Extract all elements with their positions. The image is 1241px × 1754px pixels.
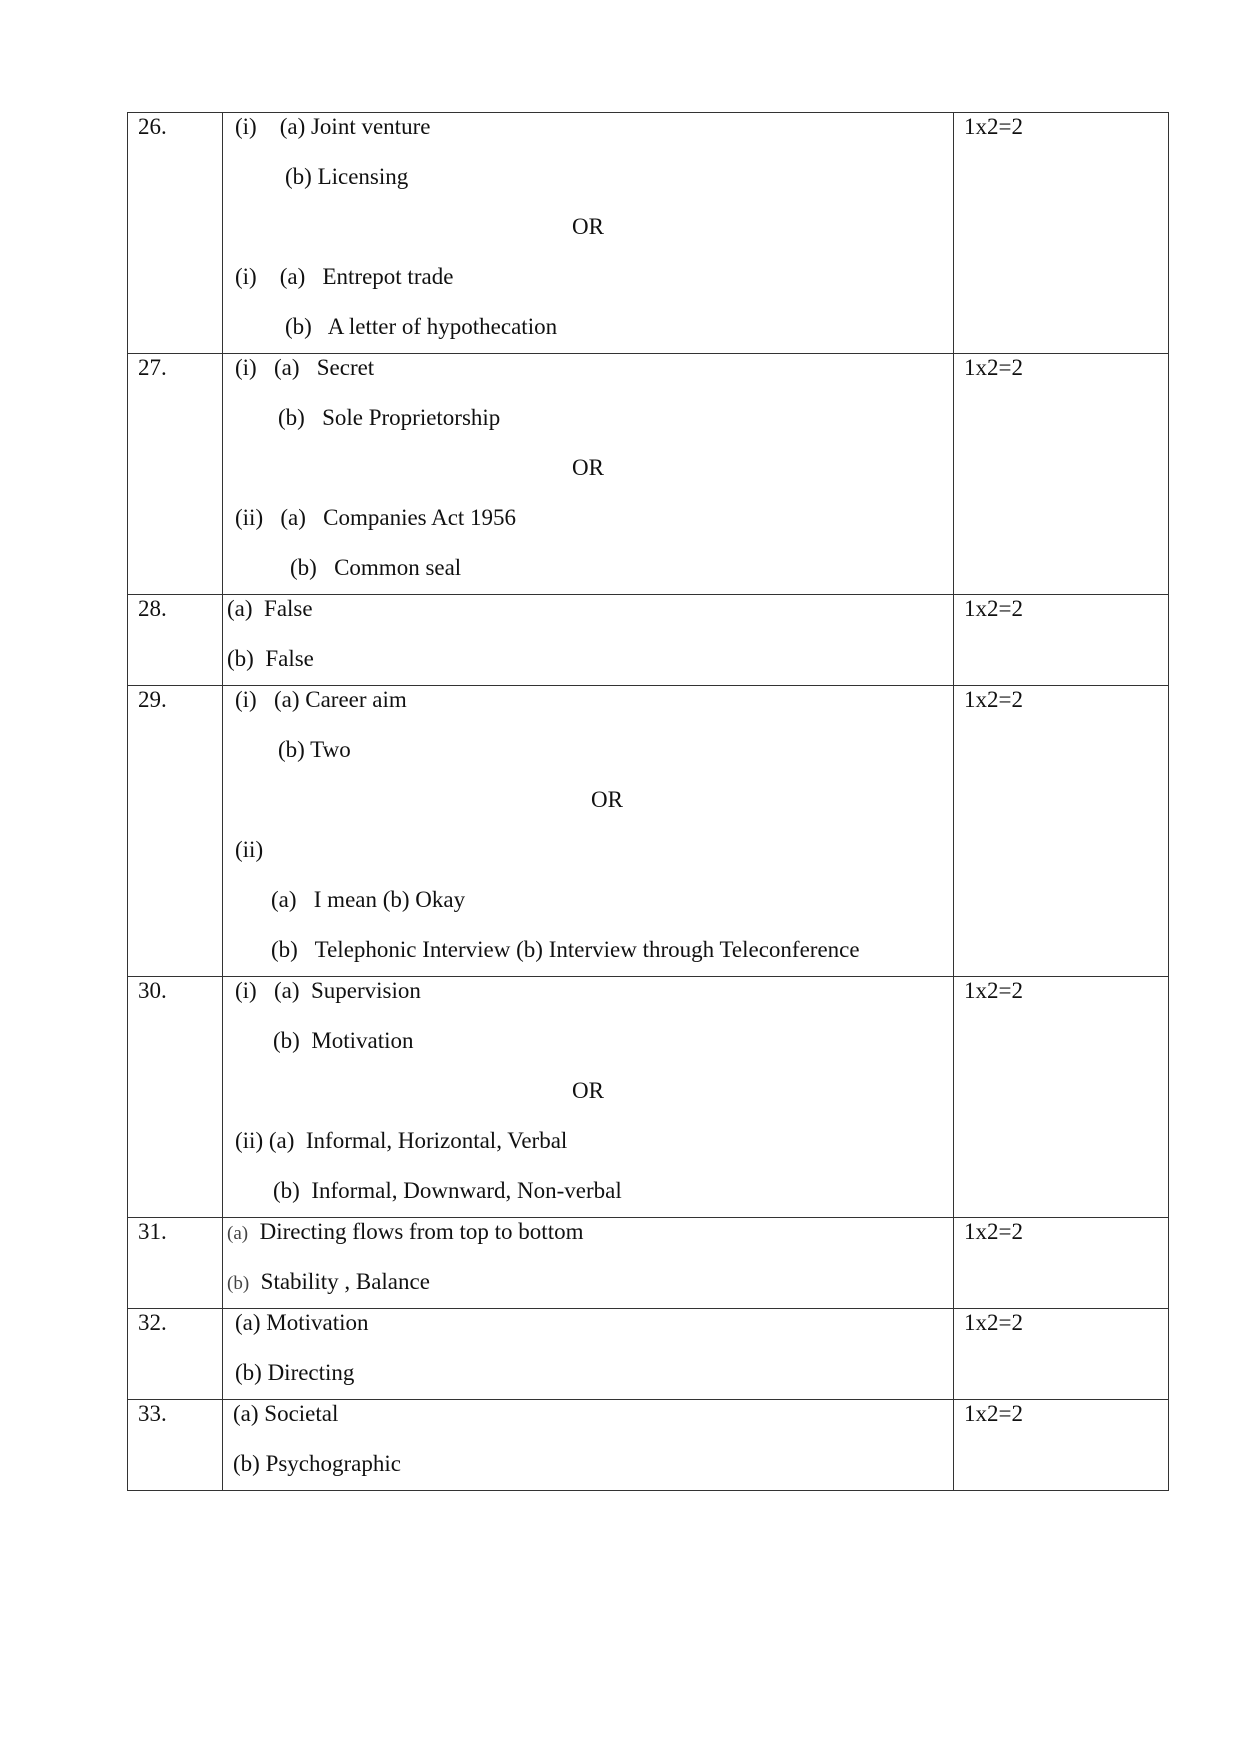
answer-line: (a) Directing flows from top to bottom xyxy=(227,1219,584,1244)
answer-cell xyxy=(223,686,954,977)
question-number-cell xyxy=(128,686,223,977)
marks-value: 1x2=2 xyxy=(964,596,1023,621)
answer-row xyxy=(128,113,1169,354)
or-separator: OR xyxy=(572,214,604,239)
answer-line: (ii) (a) Companies Act 1956 xyxy=(235,505,517,530)
marks-cell xyxy=(954,1400,1169,1491)
marks-value: 1x2=2 xyxy=(964,687,1023,712)
answer-key-body xyxy=(128,113,1169,1491)
question-number-cell xyxy=(128,977,223,1218)
answer-line: (b) Directing xyxy=(235,1360,355,1385)
question-number-cell xyxy=(128,1218,223,1309)
answer-line: (b) Common seal xyxy=(290,555,462,580)
question-number-cell xyxy=(128,354,223,595)
answer-line: (i) (a) Career aim xyxy=(235,687,407,712)
marks-cell xyxy=(954,113,1169,354)
answer-line: (ii) xyxy=(235,837,264,862)
question-number: 32. xyxy=(138,1310,167,1335)
answer-line: (i) (a) Secret xyxy=(235,355,375,380)
answer-row xyxy=(128,1218,1169,1309)
answer-row xyxy=(128,354,1169,595)
question-number: 28. xyxy=(138,596,167,621)
question-number: 29. xyxy=(138,687,167,712)
marks-value: 1x2=2 xyxy=(964,978,1023,1003)
answer-line: (i) (a) Entrepot trade xyxy=(235,264,454,289)
marks-value: 1x2=2 xyxy=(964,1310,1023,1335)
question-number-cell xyxy=(128,1309,223,1400)
marks-value: 1x2=2 xyxy=(964,1401,1023,1426)
answer-line: (b) Motivation xyxy=(273,1028,414,1053)
question-number: 26. xyxy=(138,114,167,139)
marks-value: 1x2=2 xyxy=(964,355,1023,380)
marks-cell xyxy=(954,1309,1169,1400)
answer-cell xyxy=(223,595,954,686)
marks-cell xyxy=(954,686,1169,977)
marks-value: 1x2=2 xyxy=(964,1219,1023,1244)
answer-line: (ii) (a) Informal, Horizontal, Verbal xyxy=(235,1128,568,1153)
answer-line: (b) Stability , Balance xyxy=(227,1269,430,1294)
answer-line: (b) Psychographic xyxy=(233,1451,401,1476)
answer-row xyxy=(128,686,1169,977)
answer-line: (a) Motivation xyxy=(235,1310,369,1335)
answer-key-table xyxy=(127,112,1169,1491)
or-separator: OR xyxy=(572,455,604,480)
answer-cell xyxy=(223,113,954,354)
answer-option-letter: (b) xyxy=(227,1273,250,1294)
answer-option-letter: (a) xyxy=(227,1223,249,1244)
answer-line: (i) (a) Supervision xyxy=(235,978,421,1003)
answer-row xyxy=(128,977,1169,1218)
question-number: 31. xyxy=(138,1219,167,1244)
answer-line: (b) Telephonic Interview (b) Interview through Teleconference xyxy=(271,937,860,962)
answer-line: (b) Licensing xyxy=(285,164,409,189)
marks-value: 1x2=2 xyxy=(964,114,1023,139)
answer-line: (b) Sole Proprietorship xyxy=(278,405,501,430)
marks-cell xyxy=(954,595,1169,686)
or-separator: OR xyxy=(572,1078,604,1103)
answer-cell xyxy=(223,1218,954,1309)
answer-cell xyxy=(223,1400,954,1491)
answer-line: (a) Societal xyxy=(233,1401,339,1426)
answer-line: (b) A letter of hypothecation xyxy=(285,314,558,339)
answer-row xyxy=(128,595,1169,686)
answer-line: (b) Informal, Downward, Non-verbal xyxy=(273,1178,622,1203)
question-number-cell xyxy=(128,1400,223,1491)
answer-line: (b) False xyxy=(227,646,314,671)
answer-line: (a) I mean (b) Okay xyxy=(271,887,466,912)
answer-row xyxy=(128,1400,1169,1491)
answer-row xyxy=(128,1309,1169,1400)
question-number-cell xyxy=(128,595,223,686)
answer-line: (a) False xyxy=(227,596,313,621)
question-number: 33. xyxy=(138,1401,167,1426)
marks-cell xyxy=(954,354,1169,595)
question-number-cell xyxy=(128,113,223,354)
answer-cell xyxy=(223,1309,954,1400)
answer-line: (i) (a) Joint venture xyxy=(235,114,431,139)
answer-cell xyxy=(223,354,954,595)
answer-cell xyxy=(223,977,954,1218)
or-separator: OR xyxy=(591,787,623,812)
question-number: 27. xyxy=(138,355,167,380)
marks-cell xyxy=(954,1218,1169,1309)
question-number: 30. xyxy=(138,978,167,1003)
answer-line: (b) Two xyxy=(278,737,351,762)
marks-cell xyxy=(954,977,1169,1218)
